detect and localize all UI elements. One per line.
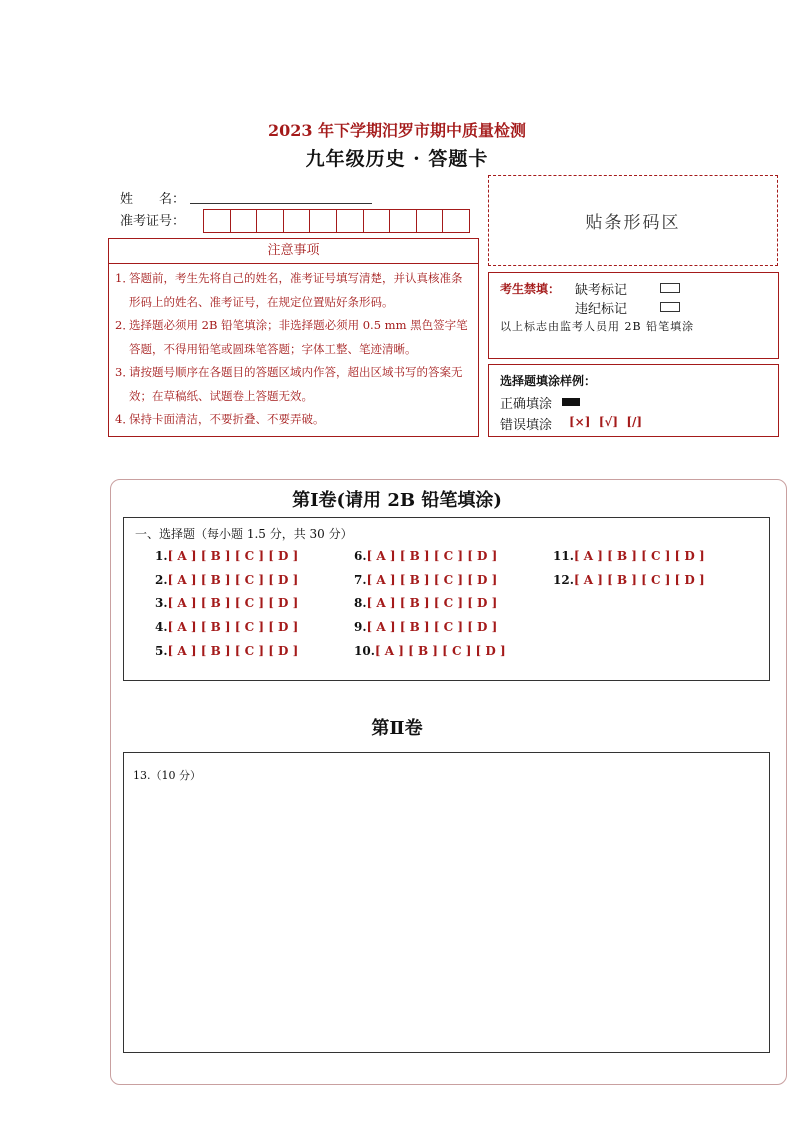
- notice-box: [108, 238, 479, 437]
- question-13-answer-box[interactable]: [123, 752, 770, 1053]
- id-digit-box[interactable]: [337, 210, 364, 232]
- exam-status-box: [488, 272, 779, 359]
- answer-sheet-title: 九年级历史 · 答题卡: [305, 148, 489, 170]
- mc-question[interactable]: 7.[ A ] [ B ] [ C ] [ D ]: [354, 573, 498, 587]
- id-digit-box[interactable]: [231, 210, 258, 232]
- name-label: 姓 名：: [120, 192, 186, 207]
- part2-title: 第Ⅱ卷: [371, 718, 423, 739]
- id-digit-box[interactable]: [284, 210, 311, 232]
- correct-fill-sample: [562, 398, 580, 406]
- fill-sample-box: [488, 364, 779, 437]
- violation-mark-label: 违纪标记: [575, 302, 628, 317]
- mc-question[interactable]: 12.[ A ] [ B ] [ C ] [ D ]: [553, 573, 705, 587]
- mc-question[interactable]: 1.[ A ] [ B ] [ C ] [ D ]: [155, 549, 299, 563]
- notice-item: 1． 答题前，考生先将自己的姓名，准考证号填写清楚，并认真核准条形码上的姓名、准考证号，在规定位置贴好条形码。: [115, 271, 463, 309]
- id-digit-box[interactable]: [204, 210, 231, 232]
- mc-question[interactable]: 8.[ A ] [ B ] [ C ] [ D ]: [354, 596, 498, 610]
- notice-heading: 注意事项: [109, 239, 478, 264]
- exam-status-note: 以上标志由监考人员用 2B 铅笔填涂: [500, 320, 695, 333]
- mc-question[interactable]: 9.[ A ] [ B ] [ C ] [ D ]: [354, 620, 498, 634]
- name-field[interactable]: [190, 203, 372, 204]
- id-digit-box[interactable]: [257, 210, 284, 232]
- part1-title: 第Ⅰ卷(请用 2B 铅笔填涂): [292, 490, 502, 511]
- absent-mark-box[interactable]: [660, 283, 680, 293]
- notice-item: 2． 选择题必须用 2B 铅笔填涂；非选择题必须用 0.5 mm 黑色签字笔答题，不得用铅笔或圆珠笔答题；字体工整、笔迹清晰。: [115, 318, 468, 356]
- absent-mark-label: 缺考标记: [575, 283, 628, 298]
- wrong-fill-label: 错误填涂: [500, 418, 553, 433]
- fill-sample-label: 选择题填涂样例：: [500, 374, 597, 388]
- barcode-area: [488, 175, 778, 266]
- exam-status-label: 考生禁填：: [500, 282, 561, 296]
- barcode-area-label: 贴条形码区: [585, 213, 681, 233]
- notice-item: 4． 保持卡面清洁，不要折叠、不要弄破。: [115, 412, 325, 426]
- violation-mark-box[interactable]: [660, 302, 680, 312]
- id-digit-box[interactable]: [310, 210, 337, 232]
- id-label: 准考证号：: [120, 214, 186, 229]
- mc-question[interactable]: 10.[ A ] [ B ] [ C ] [ D ]: [354, 644, 506, 658]
- mc-question[interactable]: 11.[ A ] [ B ] [ C ] [ D ]: [553, 549, 705, 563]
- mc-section-label: 一、选择题（每小题 1.5 分，共 30 分）: [135, 527, 353, 541]
- multiple-choice-box: [123, 517, 770, 681]
- correct-fill-label: 正确填涂: [500, 397, 553, 412]
- mc-question[interactable]: 2.[ A ] [ B ] [ C ] [ D ]: [155, 573, 299, 587]
- mc-question[interactable]: 5.[ A ] [ B ] [ C ] [ D ]: [155, 644, 299, 658]
- mc-question[interactable]: 4.[ A ] [ B ] [ C ] [ D ]: [155, 620, 299, 634]
- mc-question[interactable]: 6.[ A ] [ B ] [ C ] [ D ]: [354, 549, 498, 563]
- wrong-fill-samples: [×] [√] [/]: [569, 415, 643, 429]
- id-digit-box[interactable]: [390, 210, 417, 232]
- mc-question[interactable]: 3.[ A ] [ B ] [ C ] [ D ]: [155, 596, 299, 610]
- id-digit-box[interactable]: [443, 210, 469, 232]
- question-13-label: 13.（10 分）: [133, 769, 201, 782]
- id-digit-box[interactable]: [364, 210, 391, 232]
- id-digit-box[interactable]: [417, 210, 444, 232]
- id-number-boxes[interactable]: [203, 209, 470, 233]
- exam-title: 2023 年下学期汨罗市期中质量检测: [267, 121, 527, 140]
- notice-item: 3． 请按题号顺序在各题目的答题区域内作答，超出区域书写的答案无效；在草稿纸、试题卷上答题无效。: [115, 365, 463, 403]
